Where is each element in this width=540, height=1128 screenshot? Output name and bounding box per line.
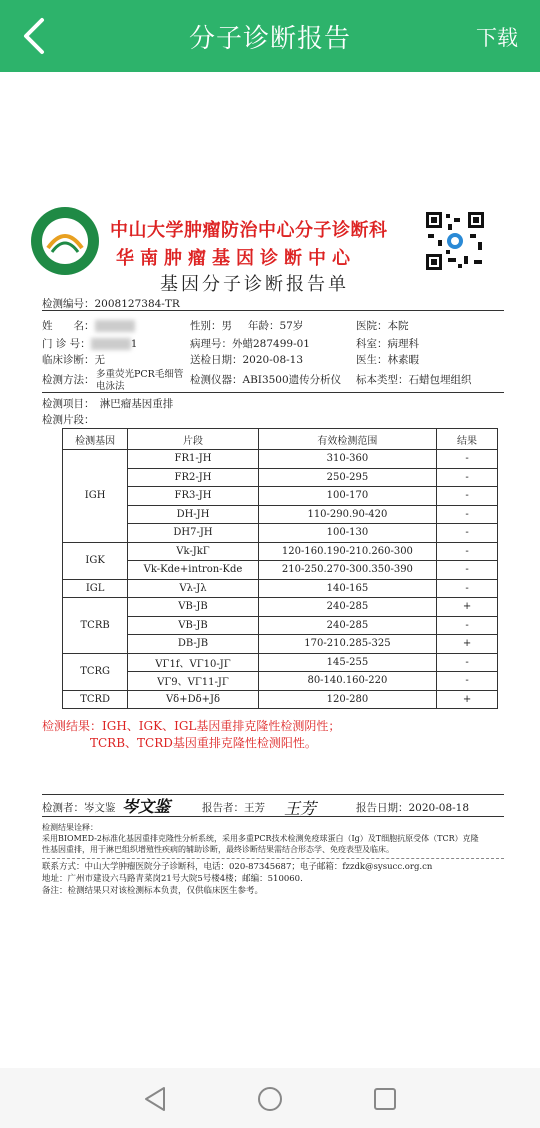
test-fragment-label: 检测片段： <box>42 414 95 426</box>
cell-fragment: VB-JB <box>128 598 259 617</box>
hospital-subname: 华南肿瘤基因诊断中心 <box>116 248 356 269</box>
cell-fragment: Vδ+Dδ+Jδ <box>128 690 259 709</box>
cell-fragment: DH7-JH <box>128 524 259 543</box>
method-line1: 多重荧光PCR毛细管 <box>96 369 184 380</box>
header-result: 结果 <box>437 429 498 450</box>
top-app-bar <box>0 0 540 72</box>
contact-info: 联系方式：中山大学肿瘤医院分子诊断科，电话：020-87345687；电子邮箱：fzzdk@sysucc.org.cn <box>42 862 433 872</box>
cell-result: - <box>437 672 498 691</box>
cell-result: + <box>437 635 498 654</box>
cell-result: - <box>437 487 498 506</box>
result-line1: 检测结果：IGH、IGK、IGL基因重排克隆性检测阴性； <box>42 719 341 733</box>
cell-fragment: VB-JB <box>128 616 259 635</box>
cell-range: 145-255 <box>258 653 436 672</box>
table-header-row <box>63 429 498 450</box>
test-project: 检测项目： 淋巴瘤基因重排 <box>42 398 174 410</box>
note-title: 检测结果诠释： <box>42 823 98 832</box>
cell-gene: IGL <box>63 579 128 598</box>
cell-range: 120-280 <box>258 690 436 709</box>
cell-fragment: FR2-JH <box>128 468 259 487</box>
submit-date: 送检日期：2020-08-13 <box>190 354 304 366</box>
test-result <box>42 718 340 752</box>
method-line2: 电泳法 <box>96 381 125 392</box>
cell-range: 240-285 <box>258 598 436 617</box>
cell-range: 210-250.270-300.350-390 <box>258 561 436 580</box>
divider <box>42 858 504 859</box>
table-row <box>63 505 498 524</box>
remark: 备注：检测结果只对该检测标本负责，仅供临床医生参考。 <box>42 886 264 896</box>
cell-range: 170-210.285-325 <box>258 635 436 654</box>
circle-home-icon[interactable] <box>255 1084 285 1114</box>
cell-fragment: VΓ9、VΓ11-JΓ <box>128 672 259 691</box>
tester-signature: 岑文鉴 <box>122 797 171 816</box>
test-number: 检测编号：2008127384-TR <box>42 298 180 310</box>
divider <box>42 794 504 795</box>
cell-fragment: FR1-JH <box>128 450 259 469</box>
cell-fragment: Vk-JkΓ <box>128 542 259 561</box>
cell-range: 100-130 <box>258 524 436 543</box>
cell-range: 110-290.90-420 <box>258 505 436 524</box>
download-button[interactable]: 下载 <box>476 26 518 50</box>
hospital-name: 中山大学肿瘤防治中心分子诊断科 <box>110 220 388 241</box>
cell-fragment: DB-JB <box>128 635 259 654</box>
cell-range: 80-140.160-220 <box>258 672 436 691</box>
tester: 检测者：岑文鉴 <box>42 802 116 814</box>
redacted-clinic-number <box>91 338 131 350</box>
cell-fragment: VΓ1f、VΓ10-JΓ <box>128 653 259 672</box>
triangle-back-icon[interactable] <box>140 1084 170 1114</box>
hospital-logo <box>30 206 100 276</box>
page-title: 分子诊断报告 <box>188 24 351 54</box>
department: 科室：病理科 <box>356 338 419 350</box>
patient-age: 年龄：57岁 <box>248 320 304 332</box>
cell-result: - <box>437 505 498 524</box>
cell-gene: IGH <box>63 450 128 543</box>
cell-range: 120-160.190-210.260-300 <box>258 542 436 561</box>
cell-result: - <box>437 542 498 561</box>
note-line1: 采用BIOMED-2标准化基因重排克隆性分析系统，采用多重PCR技术检测免疫球蛋白（Ig）及T细胞抗原受体（TCR）克隆 <box>42 834 479 843</box>
cell-range: 140-165 <box>258 579 436 598</box>
table-row <box>63 468 498 487</box>
reporter-signature: 王芳 <box>284 799 317 818</box>
table-row <box>63 450 498 469</box>
method-label: 检测方法： <box>42 374 95 386</box>
cell-fragment: Vk-Kde+intron-Kde <box>128 561 259 580</box>
cell-gene: IGK <box>63 542 128 579</box>
pathology-number: 病理号：外蜡287499-01 <box>190 338 310 350</box>
divider <box>42 392 504 393</box>
cell-result: - <box>437 579 498 598</box>
cell-result: - <box>437 616 498 635</box>
table-row <box>63 598 498 617</box>
clinic-number: 门 诊 号： 1 <box>42 338 138 350</box>
cell-range: 310-360 <box>258 450 436 469</box>
cell-range: 100-170 <box>258 487 436 506</box>
header-gene: 检测基因 <box>63 429 128 450</box>
cell-result: - <box>437 561 498 580</box>
patient-hospital: 医院：本院 <box>356 320 409 332</box>
report-date: 报告日期：2020-08-18 <box>356 802 470 814</box>
divider <box>42 310 504 311</box>
doctor: 医生：林素暇 <box>356 354 419 366</box>
patient-sex: 性别：男 <box>190 320 232 332</box>
cell-gene: TCRB <box>63 598 128 654</box>
cell-gene: TCRG <box>63 653 128 690</box>
instrument: 检测仪器：ABI3500遗传分析仪 <box>190 374 342 386</box>
cell-fragment: FR3-JH <box>128 487 259 506</box>
table-row <box>63 524 498 543</box>
cell-result: - <box>437 653 498 672</box>
table-row <box>63 542 498 561</box>
table-row <box>63 635 498 654</box>
cell-result: + <box>437 598 498 617</box>
result-line2: TCRB、TCRD基因重排克隆性检测阳性。 <box>90 736 317 750</box>
cell-result: - <box>437 524 498 543</box>
cell-result: - <box>437 468 498 487</box>
divider <box>42 816 504 817</box>
cell-fragment: DH-JH <box>128 505 259 524</box>
address: 地址：广州市建设六马路青菜岗21号大院5号楼4楼；邮编：510060. <box>42 874 303 884</box>
gene-table <box>62 428 498 709</box>
cell-gene: TCRD <box>63 690 128 709</box>
redacted-name <box>95 320 135 332</box>
table-row <box>63 672 498 691</box>
patient-name-label: 姓 名： <box>42 318 135 333</box>
table-row <box>63 653 498 672</box>
cell-result: + <box>437 690 498 709</box>
report-title: 基因分子诊断报告单 <box>160 274 349 295</box>
table-row <box>63 561 498 580</box>
qr-code <box>424 210 486 272</box>
cell-result: - <box>437 450 498 469</box>
table-row <box>63 487 498 506</box>
table-row <box>63 690 498 709</box>
cell-range: 240-285 <box>258 616 436 635</box>
system-navigation-bar <box>0 1068 540 1128</box>
square-recent-icon[interactable] <box>370 1084 400 1114</box>
cell-fragment: Vλ-Jλ <box>128 579 259 598</box>
header-range: 有效检测范围 <box>258 429 436 450</box>
header-fragment: 片段 <box>128 429 259 450</box>
clinical-diagnosis: 临床诊断：无 <box>42 354 105 366</box>
table-row <box>63 616 498 635</box>
cell-range: 250-295 <box>258 468 436 487</box>
table-row <box>63 579 498 598</box>
note-line2: 性基因重排，用于淋巴组织增殖性疾病的辅助诊断，最终诊断结果需结合形态学、免疫表型及临床。 <box>42 845 394 854</box>
specimen-type: 标本类型：石蜡包埋组织 <box>356 374 472 386</box>
reporter: 报告者：王芳 <box>202 802 265 814</box>
